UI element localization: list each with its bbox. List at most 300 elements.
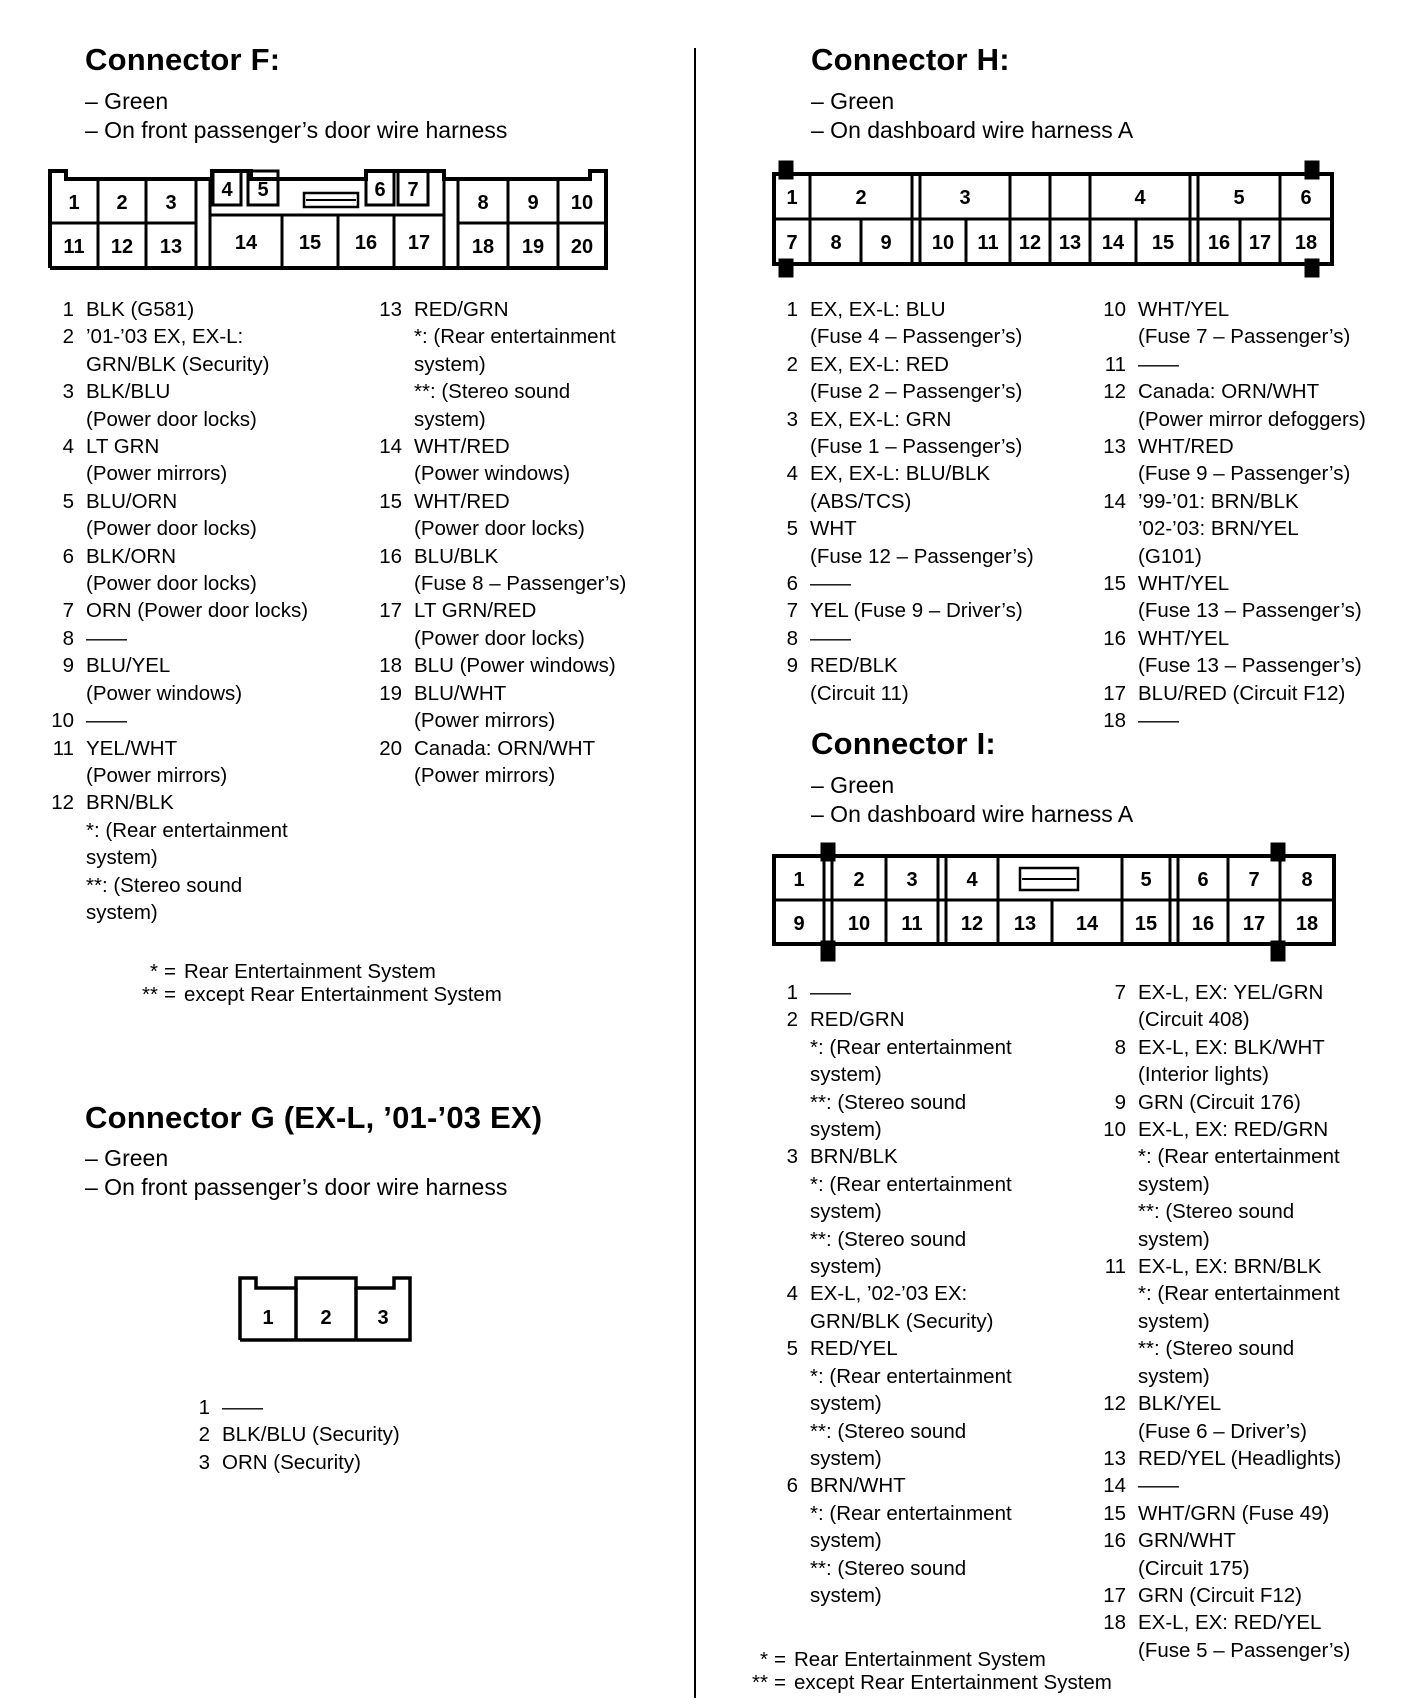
connector-i-cell-18: 18 (1295, 913, 1319, 935)
pin-description-line: system) (1138, 1172, 1210, 1196)
pin-description-line: WHT/RED (414, 435, 510, 459)
pin-description (74, 789, 360, 926)
connector-f-cell-15: 15 (298, 232, 322, 254)
connector-f-cell-16: 16 (354, 232, 378, 254)
pin-row (776, 460, 1106, 515)
pin-description-line: GRN/WHT (1138, 1529, 1236, 1553)
pin-description (402, 680, 692, 735)
connector-h-color: – Green (811, 88, 895, 114)
pin-description-line: EX, EX-L: GRN (810, 407, 952, 431)
pin-description-line: (Power door locks) (86, 572, 257, 596)
pin-description-line: RED/GRN (414, 298, 509, 321)
pin-row (362, 680, 692, 735)
connector-f-cell-6: 6 (374, 179, 386, 201)
pin-description-line: BLK (G581) (86, 298, 195, 321)
pin-description-line: EX-L, EX: YEL/GRN (1138, 981, 1324, 1004)
pin-row (1098, 979, 1404, 1034)
connector-g-cell-2: 2 (320, 1307, 332, 1329)
pin-description (798, 1006, 1106, 1143)
connector-f-cell-2: 2 (116, 192, 128, 214)
footnote-f (120, 960, 502, 1006)
connector-h-cell-9: 9 (880, 232, 892, 254)
pin-description-line: WHT/GRN (Fuse 49) (1138, 1501, 1330, 1525)
pin-number: 15 (1103, 1501, 1126, 1525)
pin-number: 3 (786, 1145, 798, 1169)
pin-description (402, 652, 692, 679)
pin-description-line: (Power mirrors) (414, 709, 556, 733)
pin-number: 4 (786, 1282, 798, 1306)
pin-description (1126, 1253, 1404, 1390)
pin-description-line: system) (414, 407, 486, 431)
pin-row (776, 1143, 1106, 1280)
pin-number: 14 (1103, 489, 1126, 513)
pin-description-line: (Circuit 11) (810, 681, 909, 705)
pin-number: 3 (786, 407, 798, 431)
connector-h-cell-10: 10 (931, 232, 955, 254)
connector-h-cell-11: 11 (977, 232, 999, 254)
pin-row (1098, 625, 1404, 680)
pin-description-line: BLU/WHT (414, 681, 507, 705)
pin-description-line: WHT/YEL (1138, 572, 1230, 596)
pin-description-line: GRN/BLK (Security) (810, 1309, 994, 1333)
pin-description-line: YEL/WHT (86, 736, 178, 760)
pin-description-line: (Power windows) (86, 681, 243, 705)
connector-i-cell-10: 10 (847, 913, 871, 935)
connector-h-diagram (770, 160, 1344, 280)
connector-i-cell-2: 2 (853, 869, 865, 891)
pin-description-line: *: (Rear entertainment (86, 818, 288, 842)
pin-description-line: **: (Stereo sound (810, 1419, 967, 1443)
pin-row (40, 597, 360, 624)
pin-description (1126, 979, 1404, 1034)
pin-description (1126, 1034, 1404, 1089)
pin-description-line: **: (Stereo sound (414, 380, 571, 404)
pin-number: 4 (786, 462, 798, 486)
pin-number: 18 (1103, 1611, 1126, 1635)
pin-description-line: EX-L, ’02-’03 EX: (810, 1282, 968, 1306)
pin-number: 17 (1103, 1583, 1126, 1607)
pin-description-line: —— (222, 1396, 263, 1419)
connector-h-pins-col1 (776, 296, 1106, 707)
pin-description (798, 460, 1106, 515)
connector-h-cell-2: 2 (855, 187, 867, 209)
pin-number: 2 (786, 1008, 798, 1032)
pin-number: 1 (786, 981, 798, 1004)
pin-description-line: (Power mirrors) (414, 763, 556, 787)
pin-description-line: LT GRN (86, 435, 160, 459)
pin-number: 12 (1103, 1392, 1126, 1416)
connector-h-cell-13: 13 (1058, 232, 1082, 254)
pin-description (798, 296, 1106, 351)
pin-description-line: **: (Stereo sound (86, 873, 243, 897)
pin-description-line: —— (810, 626, 851, 650)
pin-description (74, 652, 360, 707)
pin-row (1098, 1500, 1404, 1527)
connector-i-cell-7: 7 (1248, 869, 1260, 891)
pin-description (798, 652, 1106, 707)
connector-f-cell-8: 8 (477, 192, 489, 214)
pin-description-line: (Fuse 5 – Passenger’s) (1138, 1638, 1351, 1662)
connector-i-cell-13: 13 (1013, 913, 1037, 935)
pin-description (1126, 488, 1404, 570)
pin-description (1126, 625, 1404, 680)
pin-row (776, 597, 1106, 624)
pin-description-line: **: (Stereo sound (810, 1227, 967, 1251)
pin-description (798, 570, 1106, 597)
footnote-i-eq2: = (774, 1671, 786, 1694)
pin-number: 9 (1114, 1090, 1126, 1114)
pin-description (1126, 351, 1404, 378)
pin-description (402, 543, 692, 598)
connector-f-cell-12: 12 (110, 236, 134, 258)
pin-description-line: *: (Rear entertainment (414, 325, 616, 349)
pin-number: 8 (786, 626, 798, 650)
footnote-f-dstar-text: except Rear Entertainment System (183, 983, 502, 1006)
pin-description (402, 433, 692, 488)
connector-h-cell-12: 12 (1018, 232, 1042, 254)
pin-number: 14 (379, 435, 402, 459)
pin-description-line: YEL (Fuse 9 – Driver’s) (810, 599, 1023, 623)
pin-number: 13 (379, 298, 402, 321)
pin-description-line: BLK/ORN (86, 544, 176, 568)
pin-row (40, 296, 360, 323)
pin-description-line: (Power mirrors) (86, 462, 228, 486)
footnote-i-star-text: Rear Entertainment System (793, 1648, 1046, 1671)
pin-description (1126, 1116, 1404, 1253)
pin-row (40, 488, 360, 543)
connector-g-location: – On front passenger’s door wire harness (85, 1174, 508, 1200)
pin-description (74, 625, 360, 652)
pin-description-line: ORN (Security) (222, 1450, 361, 1474)
pin-row (362, 433, 692, 488)
footnote-f-star-text: Rear Entertainment System (183, 960, 436, 983)
pin-description-line: system) (810, 1118, 882, 1142)
pin-row (1098, 1253, 1404, 1390)
pin-description-line: **: (Stereo sound (1138, 1200, 1295, 1224)
pin-description-line: ’99-’01: BRN/BLK (1138, 489, 1299, 513)
connector-g-title: Connector G (EX-L, ’01-’03 EX) (85, 1100, 543, 1135)
footnote-i-dstar: ** (752, 1671, 768, 1694)
connector-h-cell-16: 16 (1207, 232, 1231, 254)
connector-i-pins-col2 (1098, 979, 1404, 1664)
pin-description-line: BLK/BLU (86, 380, 171, 404)
pin-row (1098, 1116, 1404, 1253)
pin-description-line: GRN/BLK (Security) (86, 352, 270, 376)
pin-row (180, 1449, 510, 1476)
pin-number: 17 (1103, 681, 1126, 705)
pin-description-line: *: (Rear entertainment (1138, 1282, 1340, 1306)
pin-description (798, 1472, 1106, 1609)
pin-description-line: ORN (Power door locks) (86, 599, 309, 623)
pin-description-line: system) (86, 846, 158, 870)
pin-row (180, 1421, 510, 1448)
connector-h-cell-6: 6 (1300, 187, 1312, 209)
pin-description-line: **: (Stereo sound (810, 1090, 967, 1114)
connector-h-cell-15: 15 (1151, 232, 1175, 254)
pin-description-line: (G101) (1138, 544, 1202, 568)
pin-row (776, 1335, 1106, 1472)
pin-row (40, 735, 360, 790)
connector-f-pins-col2 (362, 296, 692, 789)
pin-description-line: (Power door locks) (86, 517, 257, 541)
pin-description-line: WHT/YEL (1138, 298, 1230, 321)
pin-row (40, 789, 360, 926)
pin-number: 18 (1103, 709, 1126, 733)
connector-f-cell-10: 10 (570, 192, 594, 214)
pin-number: 7 (786, 599, 798, 623)
connector-g-diagram (236, 1272, 420, 1344)
pin-description-line: ’02-’03: BRN/YEL (1138, 517, 1299, 541)
pin-description-line: (Fuse 4 – Passenger’s) (810, 325, 1023, 349)
pin-description-line: WHT/RED (1138, 435, 1234, 459)
pin-description-line: (Power mirror defoggers) (1138, 407, 1366, 431)
pin-row (776, 652, 1106, 707)
pin-description-line: **: (Stereo sound (1138, 1337, 1295, 1361)
pin-description-line: system) (810, 1392, 882, 1416)
pin-description-line: BLU/ORN (86, 489, 178, 513)
connector-f-cell-18: 18 (471, 236, 495, 258)
pin-description-line: (Fuse 13 – Passenger’s) (1138, 599, 1362, 623)
connector-f-cell-13: 13 (159, 236, 183, 258)
pin-number: 6 (786, 572, 798, 596)
pin-description-line: RED/BLK (810, 654, 898, 678)
pin-description-line: (Power windows) (414, 462, 571, 486)
pin-description (210, 1394, 510, 1421)
connector-i-cell-11: 11 (901, 913, 923, 935)
pin-description-line: *: (Rear entertainment (810, 1501, 1012, 1525)
pin-description-line: *: (Rear entertainment (1138, 1145, 1340, 1169)
pin-description (1126, 680, 1404, 707)
pin-description (402, 296, 692, 433)
pin-description-line: —— (1138, 1474, 1179, 1498)
pin-row (1098, 680, 1404, 707)
pin-number: 17 (379, 599, 402, 623)
pin-description-line: system) (1138, 1227, 1210, 1251)
pin-number: 14 (1103, 1474, 1126, 1498)
connector-i-diagram (768, 842, 1344, 964)
connector-i-cell-3: 3 (906, 869, 918, 891)
pin-description-line: *: (Rear entertainment (810, 1172, 1012, 1196)
pin-row (40, 433, 360, 488)
pin-row (1098, 1609, 1404, 1664)
pin-number: 1 (198, 1396, 210, 1419)
pin-row (1098, 488, 1404, 570)
pin-number: 7 (62, 599, 74, 623)
pin-description-line: GRN (Circuit 176) (1138, 1090, 1301, 1114)
pin-description (798, 625, 1106, 652)
pin-description-line: system) (1138, 1364, 1210, 1388)
pin-description (1126, 1089, 1404, 1116)
pin-description (798, 1143, 1106, 1280)
pin-row (40, 543, 360, 598)
pin-description (402, 597, 692, 652)
pin-row (40, 625, 360, 652)
pin-row (1098, 351, 1404, 378)
pin-description-line: RED/YEL (810, 1337, 898, 1361)
pin-row (362, 488, 692, 543)
connector-f-cell-14: 14 (234, 232, 258, 254)
footnote-f-star: * (150, 960, 158, 983)
column-divider (694, 48, 696, 1698)
pin-description-line: (Fuse 1 – Passenger’s) (810, 435, 1023, 459)
pin-number: 19 (379, 681, 402, 705)
connector-i-cell-1: 1 (793, 869, 805, 891)
pin-description-line: —— (810, 572, 851, 596)
pin-description-line: GRN (Circuit F12) (1138, 1583, 1303, 1607)
pin-description-line: system) (414, 352, 486, 376)
pin-description-line: (Fuse 9 – Passenger’s) (1138, 462, 1351, 486)
pin-row (1098, 433, 1404, 488)
pin-description (402, 488, 692, 543)
pin-description (798, 979, 1106, 1006)
pin-row (1098, 1582, 1404, 1609)
connector-i-location: – On dashboard wire harness A (811, 801, 1134, 827)
pin-description-line: EX-L, EX: RED/GRN (1138, 1118, 1329, 1142)
pin-row (1098, 1445, 1404, 1472)
pin-description-line: EX-L, EX: BRN/BLK (1138, 1255, 1322, 1279)
pin-description-line: —— (86, 709, 127, 733)
pin-description-line: BLU/YEL (86, 654, 171, 678)
pin-description (1126, 1527, 1404, 1582)
pin-description-line: *: (Rear entertainment (810, 1035, 1012, 1059)
connector-i-cell-17: 17 (1242, 913, 1266, 935)
pin-description (74, 433, 360, 488)
connector-g-color: – Green (85, 1145, 169, 1171)
pin-number: 13 (1103, 1446, 1126, 1470)
pin-description-line: system) (86, 900, 158, 924)
pin-description (1126, 570, 1404, 625)
pin-number: 2 (62, 325, 74, 349)
connector-i-cell-14: 14 (1075, 913, 1099, 935)
pin-row (362, 543, 692, 598)
pin-description-line: BRN/BLK (86, 791, 174, 815)
pin-description (1126, 1472, 1404, 1499)
pin-description-line: (Interior lights) (1138, 1063, 1270, 1087)
pin-description-line: system) (810, 1255, 882, 1279)
pin-description-line: WHT/YEL (1138, 626, 1230, 650)
pin-number: 16 (1103, 1529, 1126, 1553)
pin-number: 8 (62, 626, 74, 650)
pin-row (362, 652, 692, 679)
pin-description-line: (Circuit 175) (1138, 1556, 1250, 1580)
pin-row (776, 979, 1106, 1006)
pin-description-line: —— (86, 626, 127, 650)
pin-row (362, 597, 692, 652)
pin-description (798, 351, 1106, 406)
pin-number: 9 (786, 654, 798, 678)
pin-description-line: system) (1138, 1309, 1210, 1333)
pin-description-line: system) (810, 1529, 882, 1553)
pin-row (776, 351, 1106, 406)
connector-h-cell-5: 5 (1233, 187, 1245, 209)
footnote-i-eq: = (774, 1648, 786, 1671)
connector-i-color: – Green (811, 772, 895, 798)
pin-number: 10 (51, 709, 74, 733)
connector-i-cell-12: 12 (960, 913, 984, 935)
pin-description-line: EX, EX-L: BLU/BLK (810, 462, 991, 486)
pin-row (40, 323, 360, 378)
pin-row (40, 707, 360, 734)
connector-g-cell-1: 1 (262, 1307, 274, 1329)
pin-description-line: BRN/BLK (810, 1145, 898, 1169)
pin-description (74, 597, 360, 624)
pin-number: 10 (1103, 298, 1126, 321)
pin-description (210, 1421, 510, 1448)
connector-h-cell-1: 1 (786, 187, 798, 209)
pin-row (776, 625, 1106, 652)
footnote-i (730, 1648, 1112, 1694)
connector-i-cell-5: 5 (1140, 869, 1152, 891)
pin-description (74, 378, 360, 433)
pin-number: 11 (1104, 352, 1126, 376)
connector-f-cell-9: 9 (527, 192, 539, 214)
pin-description (1126, 296, 1404, 351)
pin-row (776, 1006, 1106, 1143)
pin-description-line: system) (810, 1446, 882, 1470)
pin-row (362, 296, 692, 433)
pin-description-line: LT GRN/RED (414, 599, 537, 623)
pin-number: 6 (786, 1474, 798, 1498)
pin-description-line: (Power door locks) (414, 517, 585, 541)
pin-row (776, 515, 1106, 570)
pin-description-line: BLU/RED (Circuit F12) (1138, 681, 1346, 705)
pin-description-line: EX, EX-L: BLU (810, 298, 946, 321)
pin-description-line: (Fuse 8 – Passenger’s) (414, 572, 627, 596)
pin-description (74, 735, 360, 790)
pin-description-line: (Power door locks) (86, 407, 257, 431)
pin-number: 5 (786, 1337, 798, 1361)
pin-description (1126, 433, 1404, 488)
pin-row (1098, 1034, 1404, 1089)
footnote-i-dstar-text: except Rear Entertainment System (793, 1671, 1112, 1694)
pin-description-line: system) (810, 1583, 882, 1607)
pin-description (1126, 1500, 1404, 1527)
connector-g-pins (180, 1394, 510, 1476)
pin-description-line: system) (810, 1200, 882, 1224)
pin-description-line: —— (810, 981, 851, 1004)
pin-description-line: WHT (810, 517, 857, 541)
pin-description (798, 1335, 1106, 1472)
pin-number: 20 (379, 736, 402, 760)
pin-number: 12 (1103, 380, 1126, 404)
pin-description (74, 323, 360, 378)
pin-description-line: EX-L, EX: RED/YEL (1138, 1611, 1322, 1635)
pin-description (1126, 1582, 1404, 1609)
pin-description-line: (Fuse 2 – Passenger’s) (810, 380, 1023, 404)
connector-h-pins-col2 (1098, 296, 1404, 735)
pin-description (74, 296, 360, 323)
pin-number: 4 (62, 435, 74, 459)
pin-description-line: *: (Rear entertainment (810, 1364, 1012, 1388)
pin-description-line: **: (Stereo sound (810, 1556, 967, 1580)
connector-i-title: Connector I: (811, 726, 996, 761)
pin-description-line: RED/YEL (Headlights) (1138, 1446, 1342, 1470)
pin-description-line: WHT/RED (414, 489, 510, 513)
pin-description (1126, 378, 1404, 433)
pin-number: 5 (62, 489, 74, 513)
connector-f-color: – Green (85, 88, 169, 114)
pin-description-line: —— (1138, 709, 1179, 733)
connector-h-cell-17: 17 (1248, 232, 1272, 254)
pin-number: 11 (52, 736, 74, 760)
pin-number: 10 (1103, 1118, 1126, 1142)
pin-number: 2 (198, 1423, 210, 1447)
connector-g-cell-3: 3 (377, 1307, 389, 1329)
pin-description-line: BLK/BLU (Security) (222, 1423, 400, 1447)
pin-description-line: (Power door locks) (414, 626, 585, 650)
footnote-f-eq2: = (164, 983, 176, 1006)
footnote-f-dstar: ** (142, 983, 158, 1006)
